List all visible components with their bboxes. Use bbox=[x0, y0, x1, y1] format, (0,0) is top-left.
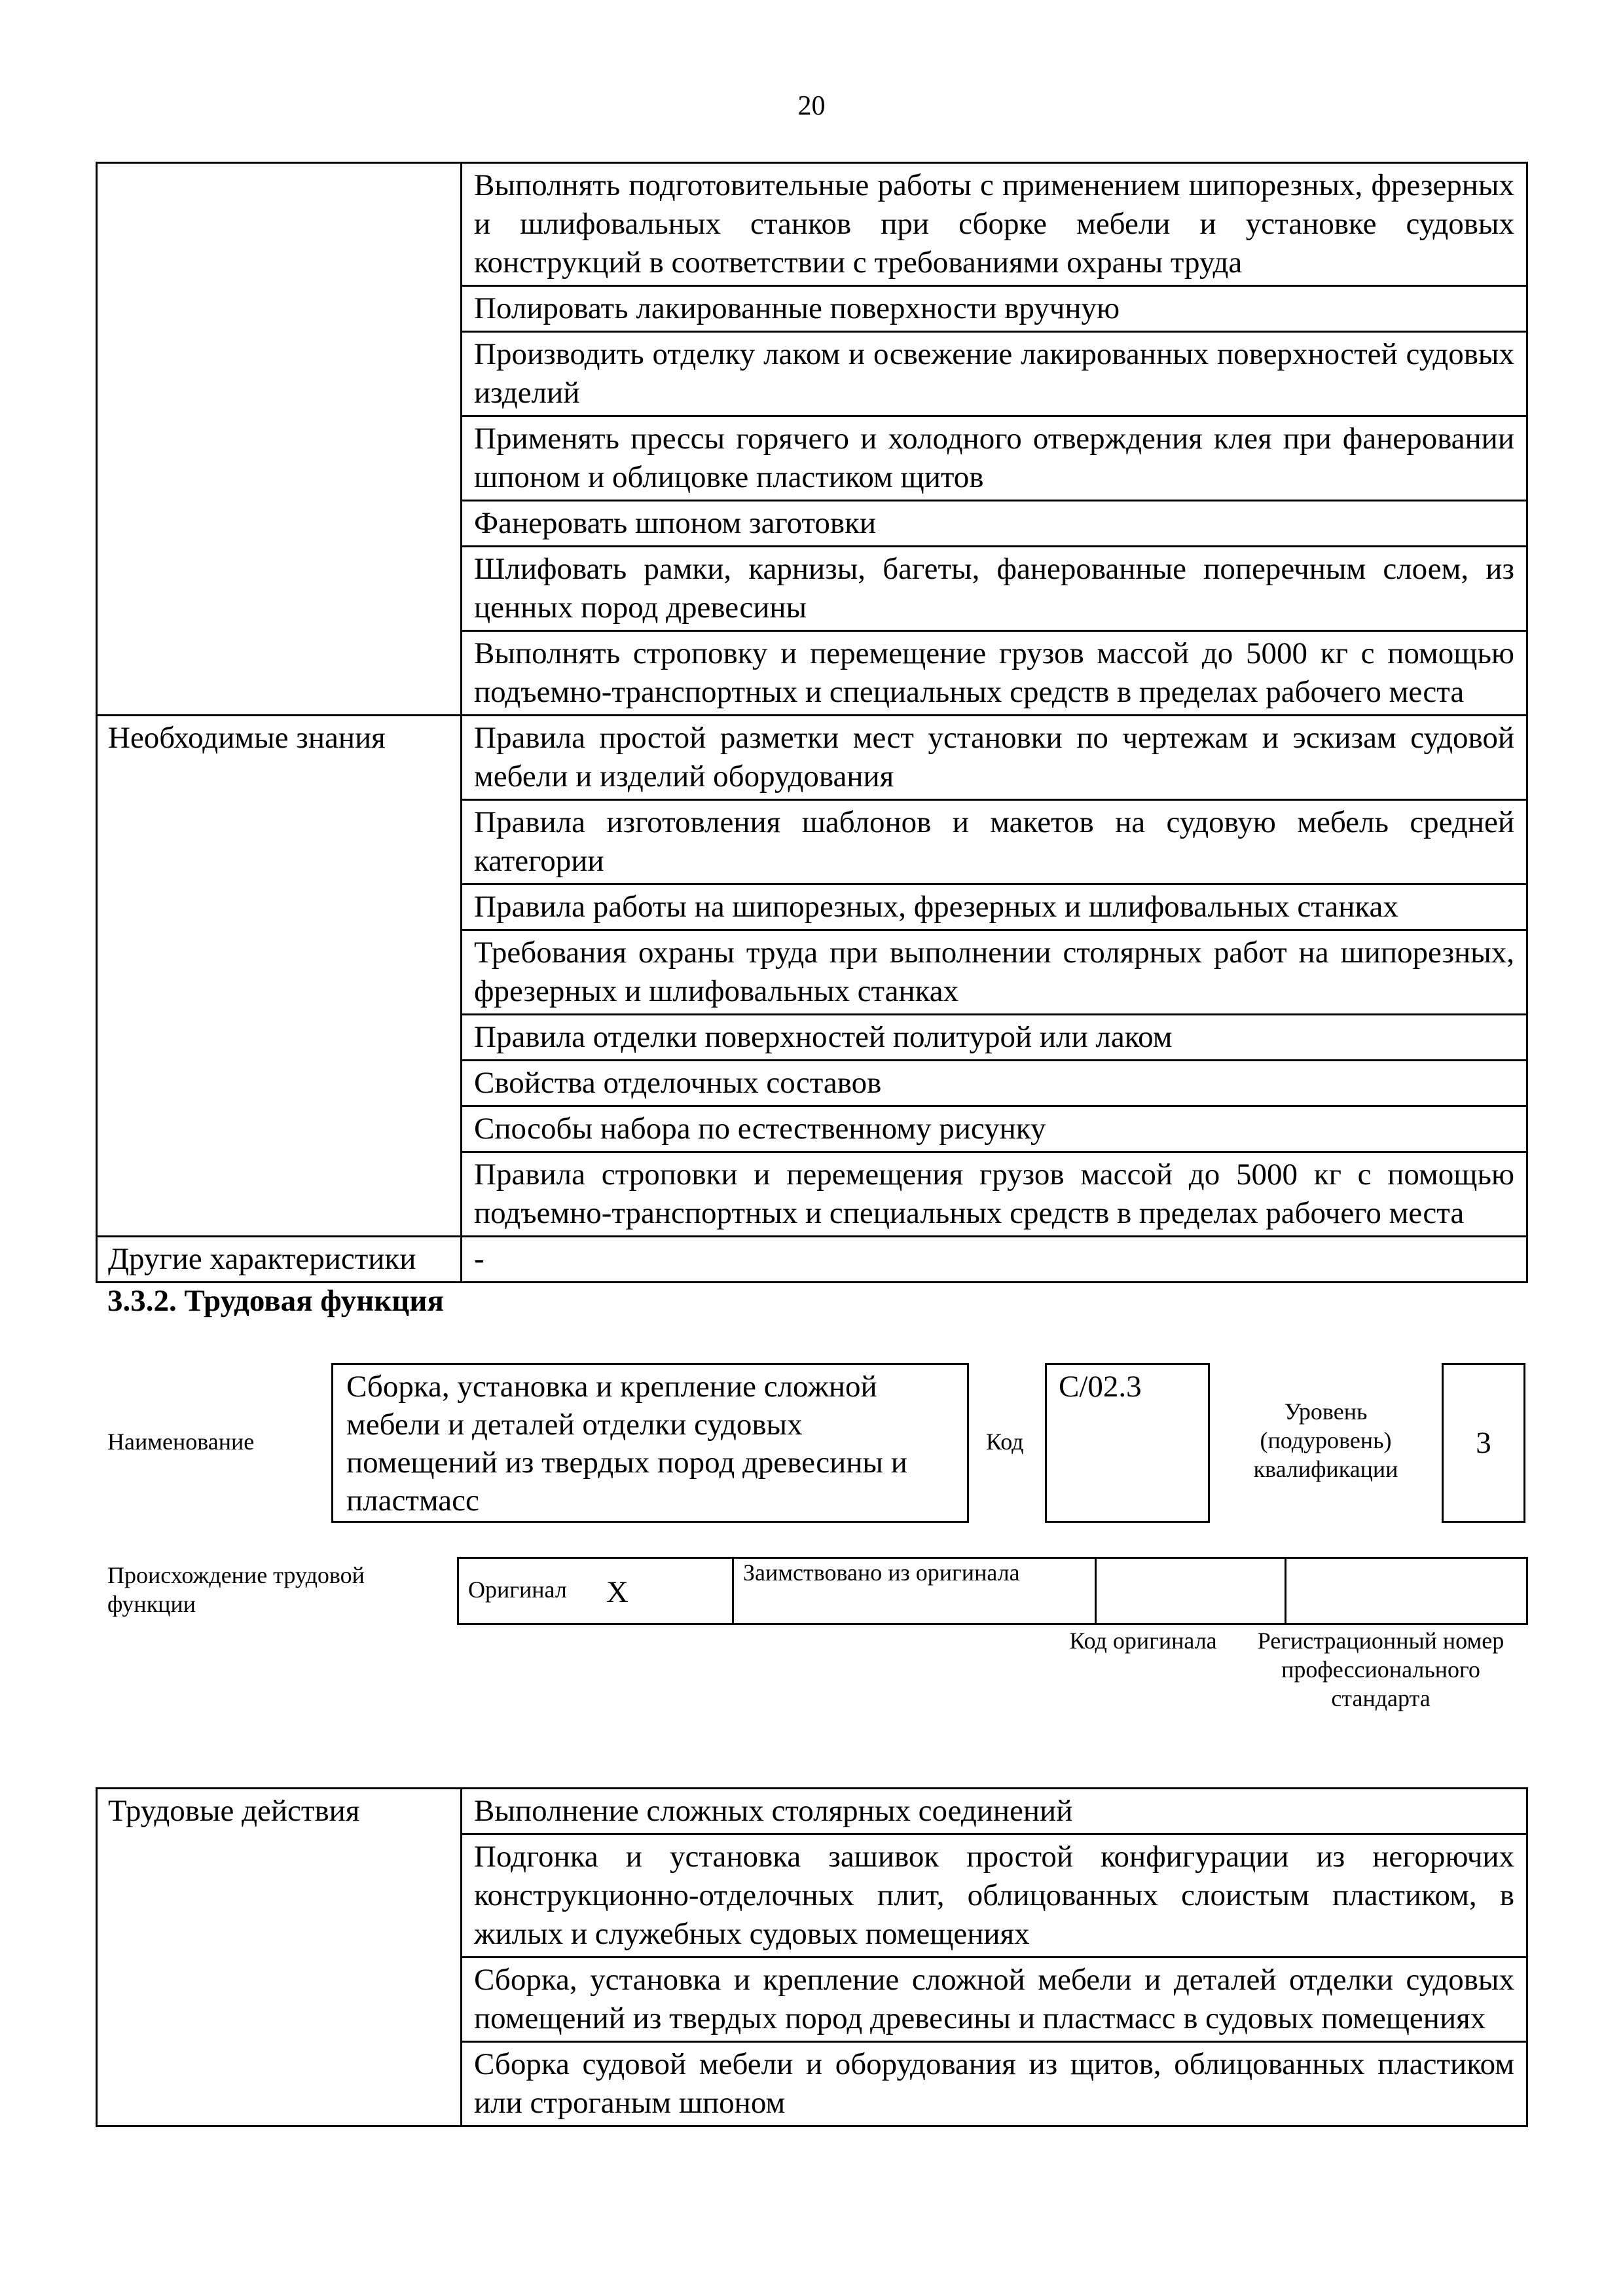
table-row bbox=[97, 163, 1527, 286]
borrowed-label: Заимствовано из оригинала bbox=[733, 1558, 1096, 1624]
function-name-box: Сборка, установка и крепление сложной мебели и деталей отделки судовых помещений из твердых пород древесины и пластмасс bbox=[331, 1363, 969, 1523]
skills-label-cell bbox=[97, 163, 462, 716]
original-mark: X bbox=[606, 1575, 629, 1609]
table-row bbox=[97, 716, 1527, 800]
qualification-level-box: 3 bbox=[1442, 1363, 1525, 1523]
knowledge-item: Правила изготовления шаблонов и макетов на судовую мебель средней категории bbox=[462, 800, 1527, 884]
skills-knowledge-table bbox=[96, 162, 1528, 1283]
original-label: Оригинал bbox=[468, 1576, 567, 1603]
skill-item: Применять прессы горячего и холодного отверждения клея при фанеровании шпоном и облицовке пластиком щитов bbox=[462, 416, 1527, 501]
qualification-level-label: Уровень (подуровень) квалификации bbox=[1253, 1398, 1398, 1482]
reg-number-cell bbox=[1286, 1558, 1527, 1624]
actions-label: Трудовые действия bbox=[97, 1789, 462, 2126]
table-row bbox=[458, 1558, 1527, 1624]
skill-item: Полировать лакированные поверхности вручную bbox=[462, 286, 1527, 332]
skill-item: Выполнять строповку и перемещение грузов массой до 5000 кг с помощью подъемно-транспортных и специальных средств в пределах рабочего места bbox=[462, 631, 1527, 716]
skill-item: Выполнять подготовительные работы с применением шипорезных, фрезерных и шлифовальных станков при сборке мебели и установке судовых конструкций в соответствии с требованиями охраны труда bbox=[462, 163, 1527, 286]
knowledge-item: Способы набора по естественному рисунку bbox=[462, 1106, 1527, 1152]
reg-number-label: Регистрационный номер профессионального стандарта bbox=[1257, 1628, 1504, 1711]
labor-actions-table bbox=[96, 1787, 1528, 2127]
table-row bbox=[97, 1789, 1527, 1834]
function-code-label: Код bbox=[986, 1429, 1024, 1455]
function-name-label: Наименование bbox=[107, 1429, 255, 1455]
action-item: Сборка, установка и крепление сложной мебели и деталей отделки судовых помещений из твердых пород древесины и пластмасс в судовых помещениях bbox=[462, 1958, 1527, 2042]
other-value: - bbox=[462, 1237, 1527, 1283]
skill-item: Производить отделку лаком и освежение лакированных поверхностей судовых изделий bbox=[462, 332, 1527, 416]
origin-table bbox=[457, 1557, 1528, 1625]
function-code-box: С/02.3 bbox=[1045, 1363, 1210, 1523]
action-item: Выполнение сложных столярных соединений bbox=[462, 1789, 1527, 1834]
original-code-cell bbox=[1096, 1558, 1286, 1624]
knowledge-item: Требования охраны труда при выполнении столярных работ на шипорезных, фрезерных и шлифовальных станках bbox=[462, 930, 1527, 1015]
action-item: Подгонка и установка зашивок простой конфигурации из негорючих конструкционно-отделочных плит, облицованных слоистым пластиком, в жилых и служебных судовых помещениях bbox=[462, 1834, 1527, 1958]
table-row bbox=[97, 1237, 1527, 1283]
page-number: 20 bbox=[797, 91, 826, 121]
skill-item: Шлифовать рамки, карнизы, багеты, фанерованные поперечным слоем, из ценных пород древесины bbox=[462, 547, 1527, 631]
knowledge-item: Правила строповки и перемещения грузов массой до 5000 кг с помощью подъемно-транспортных и специальных средств в пределах рабочего места bbox=[462, 1152, 1527, 1237]
skill-item: Фанеровать шпоном заготовки bbox=[462, 501, 1527, 547]
other-label: Другие характеристики bbox=[97, 1237, 462, 1283]
knowledge-item: Правила отделки поверхностей политурой или лаком bbox=[462, 1015, 1527, 1061]
knowledge-item: Правила работы на шипорезных, фрезерных и шлифовальных станках bbox=[462, 884, 1527, 930]
knowledge-label: Необходимые знания bbox=[97, 716, 462, 1237]
original-code-label: Код оригинала bbox=[1069, 1628, 1217, 1654]
knowledge-item: Свойства отделочных составов bbox=[462, 1061, 1527, 1106]
origin-label: Происхождение трудовой функции bbox=[107, 1562, 365, 1617]
knowledge-item: Правила простой разметки мест установки по чертежам и эскизам судовой мебели и изделий оборудования bbox=[462, 716, 1527, 800]
original-cell bbox=[458, 1558, 733, 1624]
action-item: Сборка судовой мебели и оборудования из щитов, облицованных пластиком или строганым шпоном bbox=[462, 2042, 1527, 2126]
section-heading: 3.3.2. Трудовая функция bbox=[107, 1284, 444, 1318]
